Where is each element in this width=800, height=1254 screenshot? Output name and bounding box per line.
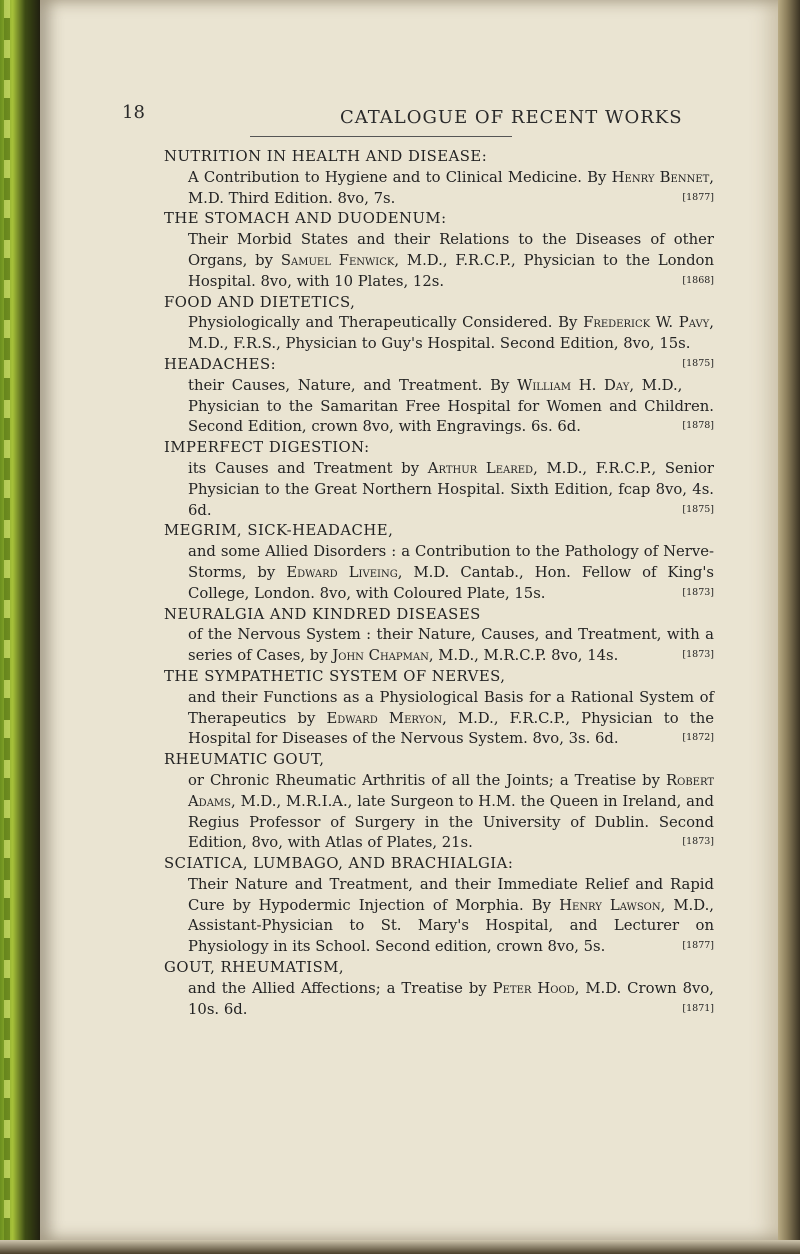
catalogue-entry	[164, 209, 714, 292]
entry-text: Physiologically and Therapeutically Considered. By	[188, 314, 584, 332]
page-number: 18	[122, 102, 145, 123]
entry-text: Their Nature and Treatment, and their Immediate Relief and Rapid Cure by Hypodermic Injection of Morphia. By	[188, 875, 714, 914]
entry-description	[188, 168, 714, 210]
entry-text: or Chronic Rheumatic Arthritis of all the Joints; a Treatise by	[188, 771, 666, 789]
entry-title: IMPERFECT DIGESTION:	[164, 439, 370, 457]
entry-text: , M.D., F.R.C.P., Senior Physician to the Great Northern Hospital. Sixth Edition, fcap 8vo, 4s. 6d.	[188, 459, 715, 519]
catalogue-entry	[164, 854, 714, 958]
catalogue-entry	[164, 521, 714, 604]
entry-text: A Contribution to Hygiene and to Clinical Medicine. By	[188, 168, 612, 186]
entry-year: [1875]	[682, 503, 714, 515]
entry-text: , M.D. Crown 8vo, 10s. 6d.	[188, 979, 714, 1018]
entry-author: Frederick W. Pavy	[583, 314, 710, 332]
entry-author: Arthur Leared	[427, 459, 534, 477]
entry-text: , M.D., F.R.C.P., Physician to the London Hospital. 8vo, with 10 Plates, 12s.	[188, 251, 714, 290]
entry-text: and some Allied Disorders : a Contribution to the Pathology of Nerve-Storms, by	[188, 543, 714, 581]
entry-author: Henry Lawson	[559, 896, 661, 914]
entry-text: , M.D., F.R.C.P., Physician to the Hospital for Diseases of the Nervous System. 8vo, 3s. 6d.	[188, 709, 715, 748]
entry-title: RHEUMATIC GOUT,	[164, 751, 325, 769]
entry-title: SCIATICA, LUMBAGO, AND BRACHIALGIA:	[164, 855, 514, 873]
entry-title: MEGRIM, SICK-HEADACHE,	[164, 522, 394, 540]
entry-description	[188, 542, 714, 604]
entry-text: , M.D., Assistant-Physician to St. Mary's Hospital, and Lecturer on Physiology in its School. Second edition, crown 8vo, 5s.	[188, 896, 714, 956]
entry-author: William H. Day	[517, 376, 630, 394]
entry-text: , M.D., F.R.S., Physician to Guy's Hospital. Second Edition, 8vo, 15s.	[188, 314, 714, 353]
entry-year: [1875]	[682, 357, 714, 369]
entry-text: their Causes, Nature, and Treatment. By	[188, 376, 518, 394]
entry-author: Edward Meryon	[326, 709, 443, 727]
entry-title: THE STOMACH AND DUODENUM:	[164, 210, 447, 228]
entry-text: , M.D., Physician to the Samaritan Free Hospital for Women and Children. Second Edition, crown 8vo, with Engravings. 6s. 6d.	[188, 376, 714, 436]
entry-year: [1871]	[682, 1002, 714, 1014]
catalogue-entry	[164, 667, 714, 750]
entry-description	[188, 875, 714, 958]
running-head: CATALOGUE OF RECENT WORKS	[340, 107, 683, 128]
entry-author: Samuel Fenwick	[280, 251, 395, 269]
catalogue-entry	[164, 605, 714, 667]
entry-year: [1868]	[682, 274, 714, 286]
entry-title: HEADACHES:	[164, 355, 277, 373]
entry-year: [1873]	[682, 836, 714, 848]
entry-text: its Causes and Treatment by	[188, 459, 428, 477]
entry-description	[188, 376, 714, 438]
entry-text: , M.D. Cantab., Hon. Fellow of King's College, London. 8vo, with Coloured Plate, 15s.	[188, 563, 715, 602]
entry-year: [1877]	[682, 940, 714, 952]
catalogue-entry	[164, 355, 714, 438]
entry-description	[188, 979, 714, 1021]
entry-description	[188, 625, 714, 667]
header-rule	[250, 136, 512, 137]
catalogue-entry	[164, 438, 714, 521]
entry-title: GOUT, RHEUMATISM,	[164, 959, 345, 977]
catalogue-body	[164, 147, 714, 1021]
entry-year: [1878]	[682, 420, 714, 432]
page-stack-edge	[778, 0, 800, 1254]
entry-year: [1873]	[682, 649, 714, 661]
entry-author: John Chapman	[332, 647, 429, 665]
entry-title: THE SYMPATHETIC SYSTEM OF NERVES,	[164, 667, 506, 685]
entry-text: , M.D., M.R.I.A., late Surgeon to H.M. the Queen in Ireland, and Regius Professor of Surgery in the University of Dublin. Second Edition, 8vo, with Atlas of Plates, 21s.	[188, 792, 714, 852]
entry-description	[188, 688, 714, 750]
entry-title: NUTRITION IN HEALTH AND DISEASE:	[164, 148, 488, 165]
entry-author: Peter Hood	[492, 979, 575, 997]
entry-year: [1873]	[682, 586, 714, 598]
entry-author: Robert Adams	[188, 771, 714, 810]
entry-text: , M.D. Third Edition. 8vo, 7s.	[188, 168, 715, 207]
entry-text: of the Nervous System : their Nature, Causes, and Treatment, with a series of Cases, by	[188, 626, 714, 665]
entry-text: and the Allied Affections; a Treatise by	[188, 979, 493, 997]
catalogue-entry	[164, 147, 714, 209]
catalogue-entry	[164, 750, 714, 854]
entry-title: FOOD AND DIETETICS,	[164, 293, 356, 311]
entry-text: , M.D., M.R.C.P. 8vo, 14s.	[428, 647, 619, 665]
entry-year: [1872]	[682, 732, 714, 744]
entry-title: NEURALGIA AND KINDRED DISEASES	[164, 605, 481, 623]
entry-author: Henry Bennet	[611, 168, 710, 186]
entry-author: Edward Liveing	[286, 563, 398, 581]
book-binding-edge	[0, 0, 42, 1254]
entry-year: [1877]	[682, 191, 714, 203]
entry-description	[188, 459, 714, 521]
entry-text: Their Morbid States and their Relations to the Diseases of other Organs, by	[188, 231, 714, 269]
catalogue-entry	[164, 958, 714, 1020]
entry-description	[188, 771, 714, 854]
entry-text: and their Functions as a Physiological Basis for a Rational System of Therapeutics by	[188, 688, 714, 727]
page-bottom-edge	[0, 1240, 800, 1254]
entry-description	[188, 230, 714, 292]
